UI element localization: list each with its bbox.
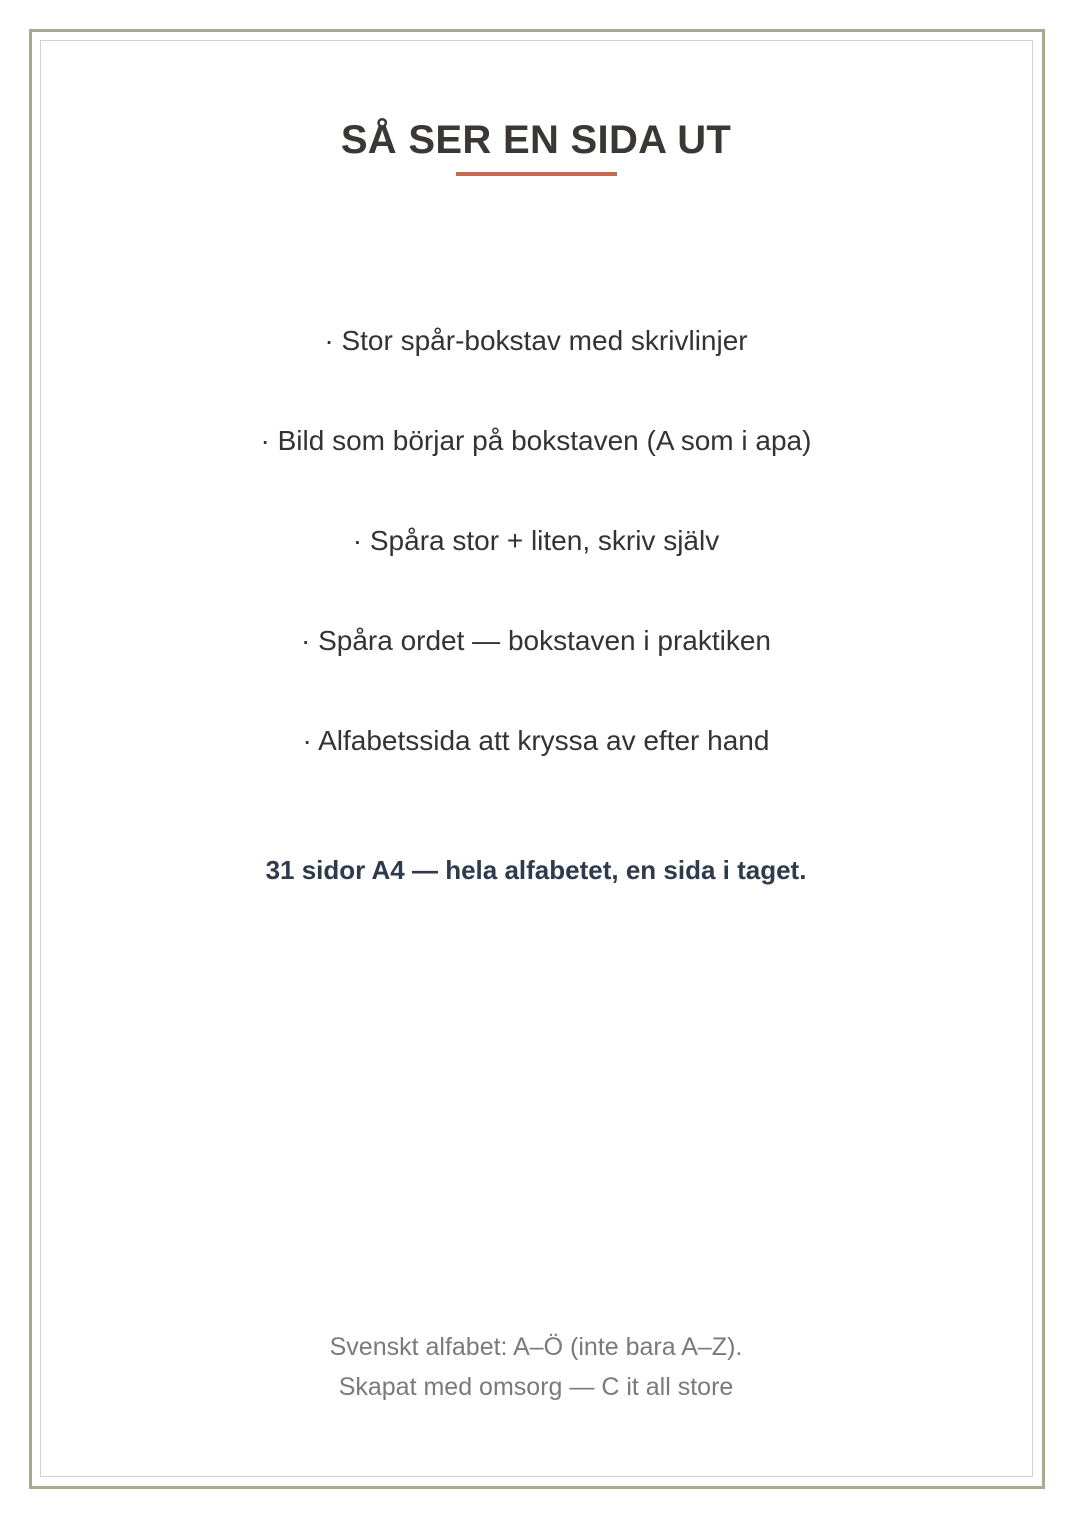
- feature-item: · Alfabetssida att kryssa av efter hand: [302, 725, 770, 756]
- page-title: SÅ SER EN SIDA UT: [340, 118, 732, 162]
- footer-credit: Skapat med omsorg — C it all store: [338, 1373, 734, 1401]
- feature-item: · Spåra ordet — bokstaven i praktiken: [300, 625, 771, 656]
- page-count-highlight: 31 sidor A4 — hela alfabetet, en sida i taget.: [265, 855, 807, 885]
- inner-border-frame: [40, 40, 1033, 1477]
- feature-item: · Stor spår-bokstav med skrivlinjer: [324, 325, 748, 356]
- title-underline-divider: [456, 172, 617, 176]
- feature-item: · Bild som börjar på bokstaven (A som i apa): [260, 425, 812, 456]
- feature-item: · Spåra stor + liten, skriv själv: [352, 525, 720, 556]
- footer-alphabet-note: Svenskt alfabet: A–Ö (inte bara A–Z).: [329, 1333, 743, 1361]
